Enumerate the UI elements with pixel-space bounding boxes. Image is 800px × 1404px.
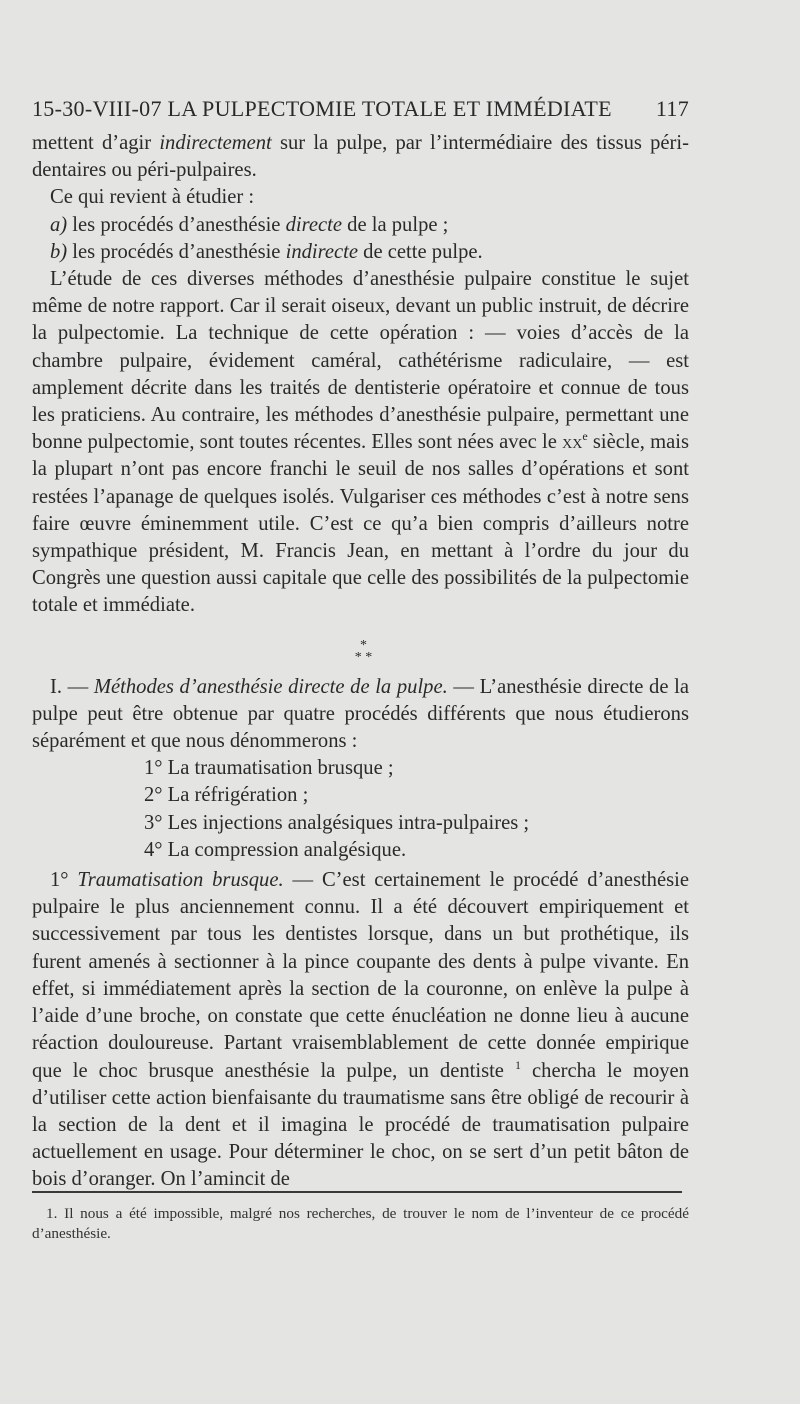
paragraph: Ce qui revient à étudier :: [50, 186, 255, 209]
paragraph: L’étude de ces diverses méthodes d’anesthésie pulpaire constitue le sujet même de notre rapport. Car il serait oiseux, devant un public instruit, de décrire la pulpectomie. La technique de cette opération : — voies d’accès de la chambre pulpaire, évidement caméral, cathétérisme radiculaire, — est amplement décrite dans les traités de dentisterie opératoire et connue de tous les praticiens. Au contraire, les méthodes d’anesthésie pulpaire, permettant une bonne pulpectomie, sont toutes récentes. Elles sont nées avec le $xx^e$ siècle, mais la plupart n’ont pas encore franchi le seuil de nos salles d’opérations et sont restées l’apanage de quelques isolés. Vulgariser ces méthodes c’est à notre sens faire œuvre éminemment utile. C’est ce qu’a bien compris d’ailleurs notre sympathique président, M. Francis Jean, en mettant à l’ordre du jour du Congrès une question aussi capitale que celle des possibilités de la pulpectomie totale et immédiate.: [32, 268, 689, 617]
list-item: 2° La réfrigération ;: [144, 784, 309, 807]
footnote-ref: 1: [514, 1057, 521, 1072]
list-item-b: b) les procédés d’anesthésie indirecte de cette pulpe.: [50, 240, 483, 263]
running-header: [32, 96, 689, 122]
list-item: 4° La compression analgésique.: [144, 838, 407, 861]
list-item: 3° Les injections analgésiques intra-pulpaires ;: [144, 811, 530, 834]
subsection-title: Traumatisation brusque.: [77, 869, 284, 892]
body-text: [32, 130, 689, 1194]
emphasis: directe: [285, 213, 343, 236]
list-item-a: a) les procédés d’anesthésie directe de la pulpe ;: [50, 213, 449, 236]
section-separator: * * *: [354, 637, 373, 665]
section-heading-paragraph: I. — Méthodes d’anesthésie directe de la pulpe. — L’anesthésie directe de la pulpe peut être obtenue par quatre procédés différents que nous étudierons séparément et que nous dénommerons :: [32, 675, 689, 753]
section-title: Méthodes d’anesthésie directe de la pulpe.: [93, 675, 448, 698]
emphasis: indirecte: [285, 240, 359, 263]
list-item: 1° La traumatisation brusque ;: [144, 757, 394, 780]
emphasis: indirectement: [159, 132, 272, 154]
footnote-text: 1. Il nous a été impossible, malgré nos recherches, de trouver le nom de l’inventeur de ce procédé d’anesthésie.: [32, 1205, 689, 1242]
page-number: 117: [655, 96, 689, 121]
header-title: 15-30-VIII-07 LA PULPECTOMIE TOTALE ET IMMÉDIATE: [32, 96, 612, 121]
procedure-list: [32, 755, 689, 864]
century-numeral: xx: [562, 431, 583, 454]
paragraph: mettent d’agir indirectement sur la pulpe, par l’intermédiaire des tissus péri-dentaires ou péri-pulpaires.: [32, 132, 689, 182]
footnote: [32, 1204, 689, 1244]
footnote-rule: [32, 1191, 682, 1193]
paragraph: 1° Traumatisation brusque. — C’est certainement le procédé d’anesthésie pulpaire le plus anciennement connu. Il a été découvert empiriquement et successivement par tous les dentistes lorsque, dans un but prothétique, ils furent amenés à sectionner à la pince coupante des dents à pulpe vivante. En effet, si immédiatement après la section de la couronne, on enlève la pulpe à l’aide d’une broche, on constate que cette énucléation ne donne lieu à aucune réaction douloureuse. Partant vraisemblablement de cette donnée empirique que le choc brusque anesthésie la pulpe, un dentiste $^1$ chercha le moyen d’utiliser cette action bienfaisante du traumatisme sans être obligé de recourir à la section de la dent et il imagina le procédé de traumatisation pulpaire actuellement en usage. Pour déterminer le choc, on se sert d’un petit bâton de bois d’oranger. On l’amincit de: [32, 869, 689, 1191]
